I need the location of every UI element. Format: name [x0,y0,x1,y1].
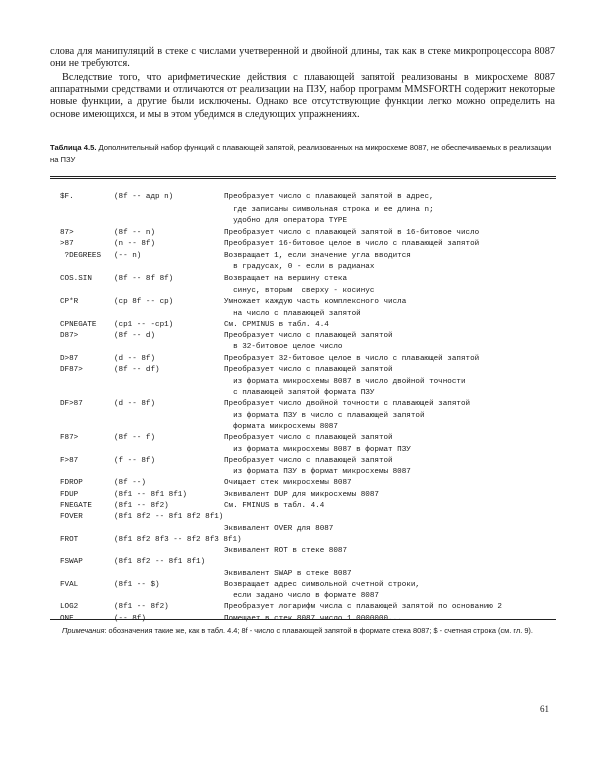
table-row [0,569,600,580]
table-row [0,546,600,557]
table-caption-label: Таблица 4.5. [50,143,97,152]
table-row [0,228,600,239]
function-description: Возвращает 1, если значение угла вводится [224,252,411,260]
table-note-label: Примечания [62,626,105,635]
table-caption-text: Дополнительный набор функций с плавающей запятой, реализованных на микросхеме 8087, не обеспечиваемых в реализации на ПЗУ [50,143,552,164]
function-name: DF>87 [60,400,83,408]
page-number: 61 [540,704,549,714]
function-description: синус, вторым сверху - косинус [224,287,375,295]
stack-effect: (8f -- 8f 8f) [114,275,174,283]
function-description: с плавающей запятой формата ПЗУ [224,389,375,397]
paragraph-1: слова для манипуляций в стеке с числами учетверенной и двойной длины, так как в стеке микропроцессора 8087 они не требуются. [50,46,555,70]
table-row [0,251,600,262]
function-description: Преобразует логарифм числа с плавающей запятой по основанию 2 [224,603,502,611]
function-description: Преобразует число с плавающей запятой в 16-битовое число [224,229,480,237]
stack-effect: (d -- 8f) [114,355,156,363]
table-row [0,501,600,512]
function-description: в 32-битовое целое число [224,343,343,351]
function-description: удобно для оператора TYPE [224,217,348,225]
stack-effect: (n -- 8f) [114,240,156,248]
function-description: из формата микросхемы 8087 в число двойной точности [224,378,466,386]
function-name: DF87> [60,366,83,374]
function-name: LOG2 [60,603,79,611]
stack-effect: (cp 8f -- cp) [114,298,174,306]
function-description: См. FMINUS в табл. 4.4 [224,502,325,510]
paragraph-2: Вследствие того, что арифметические действия с плавающей запятой реализованы в микросхеме 8087 аппаратными средствами и отличаются от реализации на ПЗУ, набор программ MMSFORTH содержит некоторые новые функции, а другие были исключены. Однако все отсутствующие функции легко можно определить на основе имеющихся, и мы в этом убедимся в следующих упражнениях. [50,72,555,120]
function-name: COS.SIN [60,275,92,283]
function-name: FROT [60,536,79,544]
stack-effect: (8f1 8f2 -- 8f1 8f1) [114,558,206,566]
function-description: Возвращает адрес символьной счетной строки, [224,581,420,589]
table-row [0,205,600,216]
table-row [0,365,600,376]
table-row [0,354,600,365]
function-name: F>87 [60,457,79,465]
stack-effect: (8f --) [114,479,146,487]
function-description: Преобразует 16-битовое целое в число с плавающей запятой [224,240,480,248]
table-row [0,478,600,489]
function-description: на число с плавающей запятой [224,310,361,318]
table-row [0,331,600,342]
function-description: Преобразует число двойной точности с плавающей запятой [224,400,471,408]
stack-effect: (8f1 -- 8f2) [114,502,169,510]
table-row [0,216,600,227]
stack-effect: (8f1 8f2 -- 8f1 8f2 8f1) [114,513,224,521]
table-row [0,411,600,422]
function-description: Эквивалент DUP для микросхемы 8087 [224,491,379,499]
function-description: из формата ПЗУ в формат микросхемы 8087 [224,468,411,476]
function-description: Преобразует число с плавающей запятой [224,332,393,340]
table-row [0,286,600,297]
function-name: F87> [60,434,79,442]
stack-effect: (8f -- df) [114,366,160,374]
stack-effect: (8f -- адр n) [114,193,174,201]
table-row [0,422,600,433]
stack-effect: (-- n) [114,252,142,260]
table-row [0,602,600,613]
table-row [0,192,600,203]
table-row [0,467,600,478]
function-description: в градусах, 0 - если в радианах [224,263,375,271]
stack-effect: (8f1 -- $) [114,581,160,589]
function-description: Преобразует число с плавающей запятой [224,434,393,442]
function-description: где записаны символьная строка и ее длина n; [224,206,434,214]
function-description: из формата ПЗУ в число с плавающей запятой [224,412,425,420]
table-note [62,625,558,637]
function-name: 87> [60,229,74,237]
function-description: Преобразует число с плавающей запятой [224,366,393,374]
function-description: Преобразует число с плавающей запятой в адрес, [224,193,434,201]
stack-effect: (f -- 8f) [114,457,156,465]
table-row [0,512,600,523]
table-row [0,377,600,388]
function-name: CP*R [60,298,79,306]
table-row [0,262,600,273]
function-description: из формата микросхемы 8087 в формат ПЗУ [224,446,411,454]
function-description: Преобразует 32-битовое целое в число с плавающей запятой [224,355,480,363]
function-name: FNEGATE [60,502,92,510]
stack-effect: (8f1 -- 8f2) [114,603,169,611]
function-description: Помещает в стек 8087 число 1.0000000... [224,615,402,623]
function-description: Преобразует число с плавающей запятой [224,457,393,465]
function-name: >87 [60,240,74,248]
table-row [0,456,600,467]
table-row [0,535,600,546]
function-description: Эквивалент OVER для 8087 [224,525,334,533]
function-description: См. CPMINUS в табл. 4.4 [224,321,329,329]
function-name: FDUP [60,491,79,499]
table-row [0,591,600,602]
stack-effect: (8f -- d) [114,332,156,340]
table-row [0,433,600,444]
function-name: FOVER [60,513,83,521]
table-row [0,239,600,250]
function-description: Очищает стек микросхемы 8087 [224,479,352,487]
function-name: FVAL [60,581,79,589]
table-row [0,297,600,308]
function-name: FDROP [60,479,83,487]
table-row [0,309,600,320]
table-row [0,274,600,285]
function-name: ?DEGREES [60,252,102,260]
table-bottom-rule [50,619,556,620]
function-description: Умножает каждую часть комплексного числа [224,298,407,306]
stack-effect: (8f -- f) [114,434,156,442]
stack-effect: (8f1 8f2 8f3 -- 8f2 8f3 8f1) [114,536,242,544]
table-row [0,320,600,331]
stack-effect: (-- 8f) [114,615,146,623]
function-name: CPNEGATE [60,321,97,329]
stack-effect: (cp1 -- -cp1) [114,321,174,329]
function-name: D87> [60,332,79,340]
table-row [0,524,600,535]
table-row [0,388,600,399]
function-description: Эквивалент SWAP в стеке 8087 [224,570,352,578]
function-name: FSWAP [60,558,83,566]
table-row [0,580,600,591]
table-row [0,445,600,456]
function-name: ONE [60,615,74,623]
stack-effect: (d -- 8f) [114,400,156,408]
function-name: $F. [60,193,74,201]
stack-effect: (8f1 -- 8f1 8f1) [114,491,187,499]
table-row [0,490,600,501]
function-description: если задано число в формате 8087 [224,592,379,600]
table-row [0,399,600,410]
stack-effect: (8f -- n) [114,229,156,237]
function-description: Возвращает на вершину стека [224,275,348,283]
function-description: формата микросхемы 8087 [224,423,338,431]
function-description: Эквивалент ROT в стеке 8087 [224,547,348,555]
table-note-text: : обозначения такие же, как в табл. 4.4; 8f - число с плавающей запятой в формате стека 8087; $ - счетная строка (см. гл. 9). [104,626,533,635]
table-row [0,557,600,568]
function-name: D>87 [60,355,79,363]
table-row [0,342,600,353]
